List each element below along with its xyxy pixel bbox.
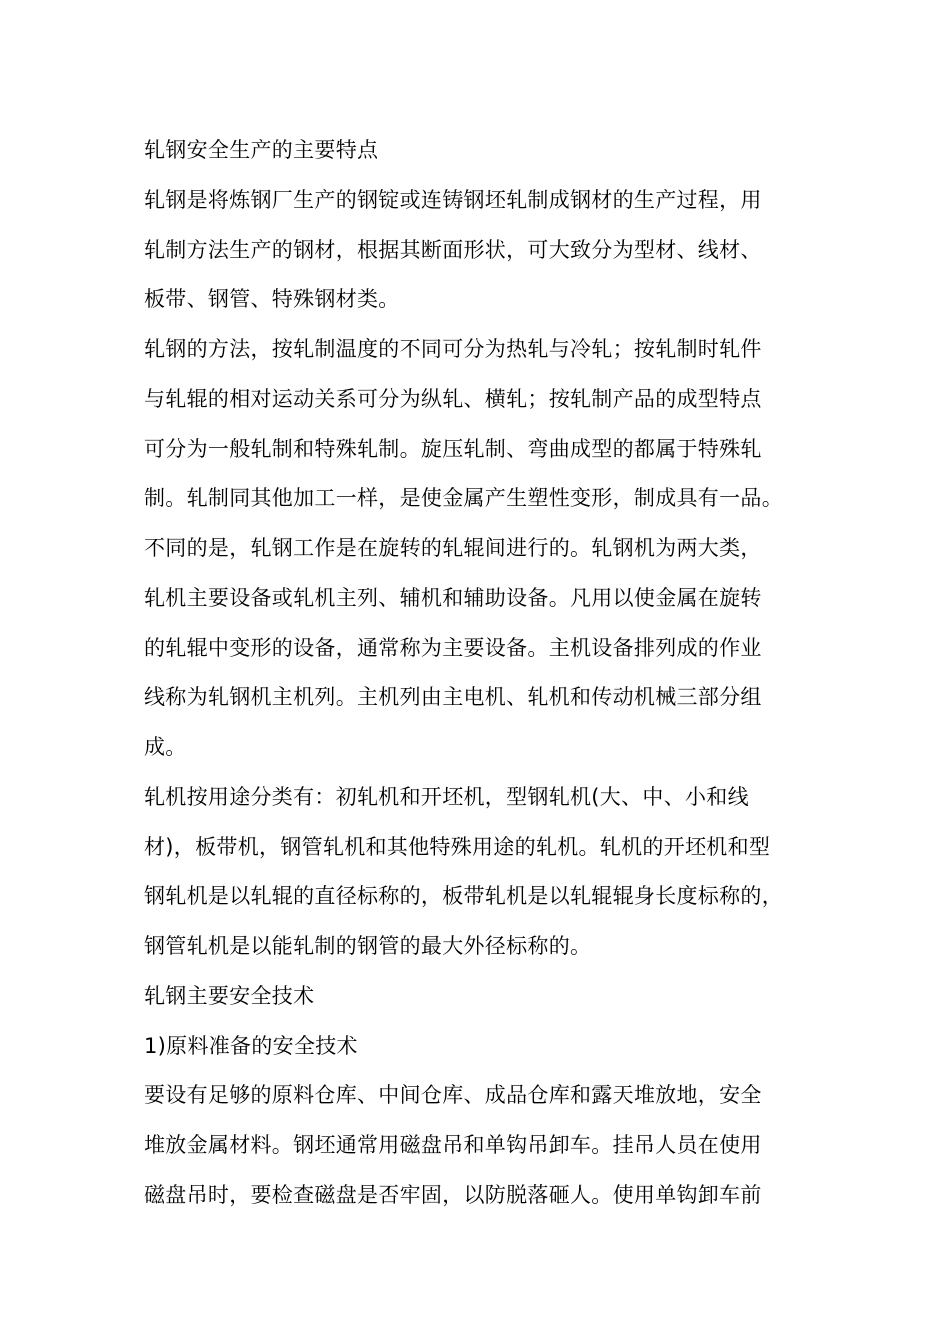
subsection-heading: 1)原料准备的安全技术 [144, 1034, 358, 1058]
text-line: 钢管轧机是以能轧制的钢管的最大外径标称的。 [144, 934, 592, 958]
text-line: 钢轧机是以轧辊的直径标称的，板带轧机是以轧辊辊身长度标称的， [144, 884, 783, 908]
section-heading: 轧钢主要安全技术 [144, 984, 315, 1008]
text-line: 线称为轧钢机主机列。主机列由主电机、轧机和传动机械三部分组 [144, 685, 762, 709]
text-line: 轧机主要设备或轧机主列、辅机和辅助设备。凡用以使金属在旋转 [144, 586, 762, 610]
text-line: 轧钢的方法，按轧制温度的不同可分为热轧与冷轧；按轧制时轧件 [144, 337, 762, 361]
text-line: 堆放金属材料。钢坯通常用磁盘吊和单钩吊卸车。挂吊人员在使用 [144, 1133, 762, 1157]
text-line: 板带、钢管、特殊钢材类。 [144, 287, 400, 311]
text-line: 与轧辊的相对运动关系可分为纵轧、横轧；按轧制产品的成型特点 [144, 387, 762, 411]
text-line: 成。 [144, 735, 187, 759]
text-line: 不同的是，轧钢工作是在旋转的轧辊间进行的。轧钢机为两大类， [144, 536, 762, 560]
text-line: 轧钢是将炼钢厂生产的钢锭或连铸钢坯轧制成钢材的生产过程，用 [144, 188, 762, 212]
text-line: 要设有足够的原料仓库、中间仓库、成品仓库和露天堆放地，安全 [144, 1083, 762, 1107]
document-title: 轧钢安全生产的主要特点 [144, 138, 379, 162]
text-line: 轧机按用途分类有：初轧机和开坯机，型钢轧机(大、中、小和线 [144, 785, 749, 809]
text-line: 轧制方法生产的钢材，根据其断面形状，可大致分为型材、线材、 [144, 238, 762, 262]
text-line: 制。轧制同其他加工一样，是使金属产生塑性变形，制成具有一品。 [144, 486, 783, 510]
text-line: 的轧辊中变形的设备，通常称为主要设备。主机设备排列成的作业 [144, 636, 762, 660]
text-line: 可分为一般轧制和特殊轧制。旋压轧制、弯曲成型的都属于特殊轧 [144, 437, 762, 461]
text-line: 磁盘吊时，要检查磁盘是否牢固，以防脱落砸人。使用单钩卸车前 [144, 1183, 762, 1207]
text-line: 材)，板带机，钢管轧机和其他特殊用途的轧机。轧机的开坯机和型 [144, 835, 771, 859]
